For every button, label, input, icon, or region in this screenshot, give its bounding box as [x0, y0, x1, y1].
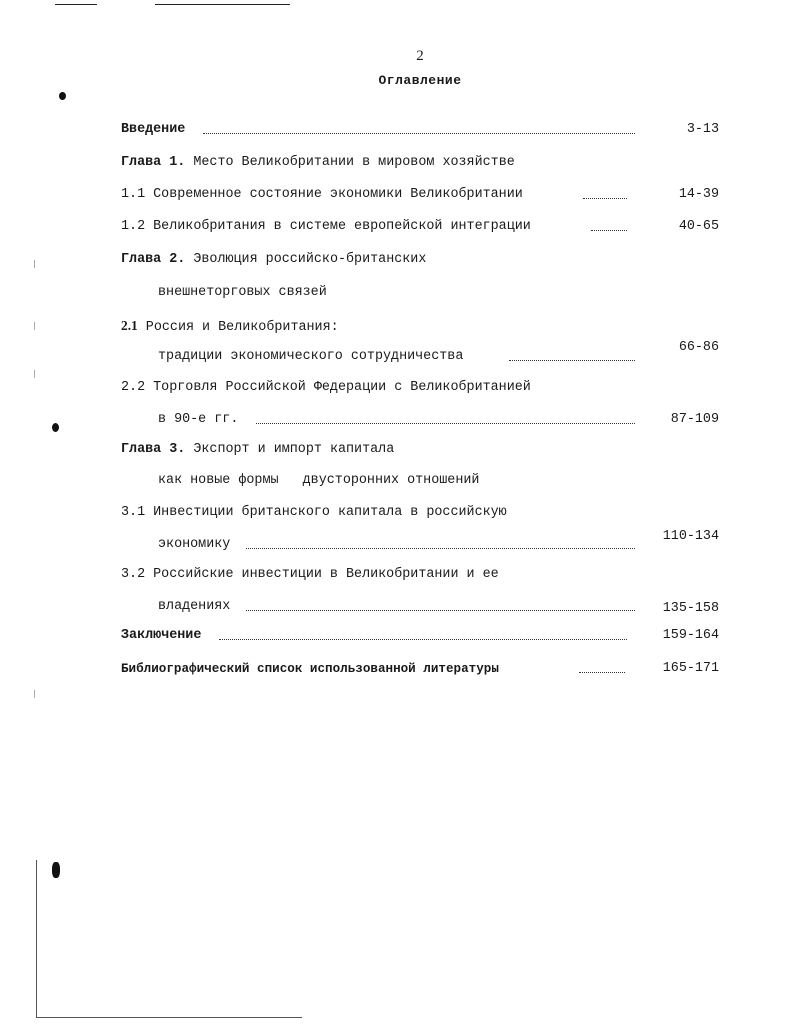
- chapter-number: Глава 3.: [121, 442, 186, 457]
- toc-pages: 40-65: [678, 219, 719, 234]
- scan-artifact-top-right: [155, 4, 290, 5]
- toc-pages: 110-134: [662, 529, 719, 544]
- toc-label: [121, 440, 394, 460]
- toc-label: 3.1 Инвестиции британского капитала в российскую: [121, 505, 507, 520]
- toc-label: [121, 250, 426, 270]
- toc-entry-2-2-line2: [158, 410, 719, 430]
- toc-label: Заключение: [121, 628, 202, 643]
- toc-label: [121, 153, 515, 173]
- section-title-cont: традиции экономического сотрудничества: [158, 349, 464, 364]
- toc-entry-chapter-2: [121, 250, 719, 270]
- toc-entry-2-2: [121, 378, 719, 398]
- toc-pages: 87-109: [670, 412, 719, 427]
- toc-label: Введение: [121, 122, 186, 137]
- scan-tick: [34, 690, 35, 698]
- toc-pages: 3-13: [686, 122, 719, 137]
- toc-label: 2.2 Торговля Российской Федерации с Великобританией: [121, 380, 531, 395]
- section-number: 2.1: [121, 318, 138, 333]
- toc-pages: 159-164: [662, 628, 719, 643]
- scan-artifact-top-left: [55, 4, 97, 5]
- toc-pages: 165-171: [662, 661, 719, 676]
- dot-leader: [219, 639, 627, 640]
- toc-pages: 135-158: [662, 601, 719, 616]
- toc-pages: 66-86: [678, 340, 719, 355]
- ink-speck: [52, 862, 60, 878]
- toc-entry-3-2: [121, 565, 719, 585]
- dot-leader: [246, 548, 635, 549]
- dot-leader: [509, 360, 635, 361]
- toc-label: 1.1 Современное состояние экономики Великобритании: [121, 187, 523, 202]
- toc-entry-chapter-3: [121, 440, 719, 460]
- chapter-title: Эволюция российско-британских: [193, 252, 427, 267]
- toc-entry-2-1: [121, 316, 719, 336]
- chapter-title-cont: внешнеторговых связей: [158, 285, 327, 300]
- toc-entry-intro: [121, 120, 719, 140]
- chapter-title-cont: как новые формы двусторонних отношений: [158, 473, 480, 488]
- chapter-title: Место Великобритании в мировом хозяйстве: [193, 155, 515, 170]
- toc-entry-1-2: [121, 217, 719, 237]
- toc-label: 3.2 Российские инвестиции в Великобритании и ее: [121, 567, 499, 582]
- page-number: 2: [416, 48, 424, 64]
- toc-entry-3-2-pages-row: [121, 599, 719, 619]
- toc-entry-bibliography: [121, 659, 719, 679]
- dot-leader: [583, 198, 627, 199]
- toc-entry-3-1: [121, 503, 719, 523]
- scan-border-bottom: [36, 1017, 302, 1018]
- toc-entry-chapter-1: [121, 153, 719, 173]
- dot-leader: [579, 672, 625, 673]
- dot-leader: [203, 133, 635, 134]
- dot-leader: [591, 230, 627, 231]
- scan-tick: [34, 260, 35, 268]
- scan-tick: [34, 370, 35, 378]
- toc-label: [121, 316, 339, 338]
- toc-entry-2-1-line2: [158, 347, 719, 367]
- toc-entry-conclusion: [121, 626, 719, 646]
- toc-entry-3-1-line2: [158, 535, 719, 555]
- chapter-number: Глава 2.: [121, 252, 186, 267]
- toc-label: Библиографический список использованной литературы: [121, 662, 499, 676]
- toc-pages: 14-39: [678, 187, 719, 202]
- ink-speck: [59, 92, 66, 100]
- section-title-cont: в 90-е гг.: [158, 412, 239, 427]
- toc-entry-chapter-3-line2: [158, 471, 719, 491]
- toc-entry-1-1: [121, 185, 719, 205]
- page-title: Оглавление: [378, 73, 462, 88]
- section-title-cont: экономику: [158, 537, 231, 552]
- scan-tick: [34, 322, 35, 330]
- section-title-cont: владениях: [158, 599, 231, 614]
- scan-border-left: [36, 860, 37, 1018]
- toc-label: 1.2 Великобритания в системе европейской интеграции: [121, 219, 531, 234]
- toc-entry-chapter-2-line2: [158, 283, 719, 303]
- chapter-title: Экспорт и импорт капитала: [193, 442, 395, 457]
- chapter-number: Глава 1.: [121, 155, 186, 170]
- ink-speck: [52, 423, 59, 432]
- section-title: Россия и Великобритания:: [145, 320, 339, 335]
- dot-leader: [256, 423, 635, 424]
